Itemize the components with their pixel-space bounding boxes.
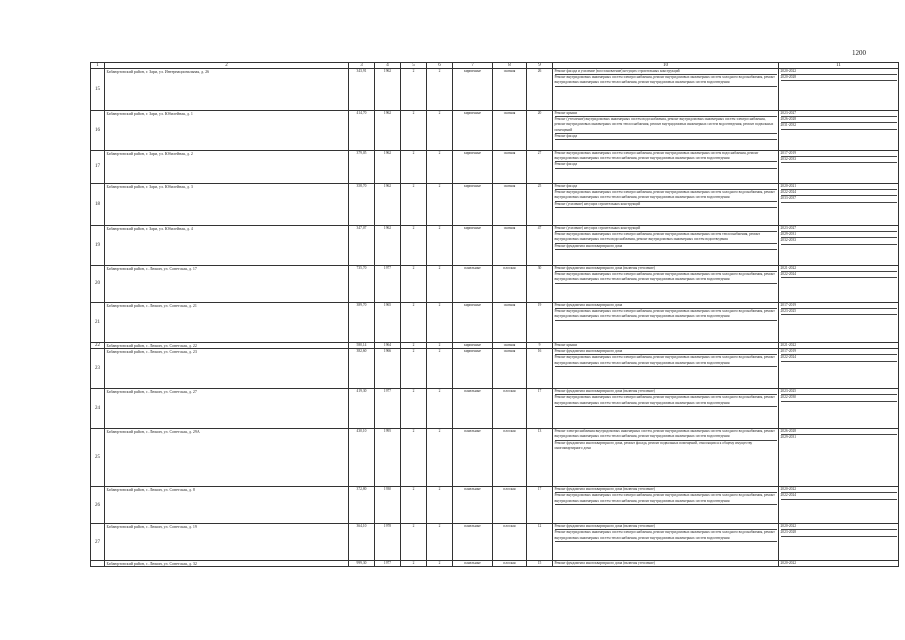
period-item: 2020-2028: [781, 75, 897, 81]
period-item: 2031-2032: [781, 123, 897, 129]
roof-type-cell: плоская: [493, 487, 527, 524]
period-cell: [779, 184, 899, 226]
roof-type-cell: плоская: [493, 561, 527, 567]
period-cell: [779, 429, 899, 487]
area-cell: 389,70: [349, 303, 375, 343]
wall-material-cell: кирпичные: [453, 69, 493, 111]
floors-cell: 2: [401, 343, 427, 349]
row-number: 20: [91, 266, 105, 303]
address-cell: Бабаюртовский район, г. Зари, ул. Юбилейная, д. 3: [105, 184, 349, 226]
work-item: Ремонт фундамента многоквартирного дома (включая утепление): [555, 389, 777, 395]
entrances-cell: 2: [427, 429, 453, 487]
table-row: [91, 429, 899, 487]
table-row: [91, 69, 899, 111]
work-item: Ремонт фундамента многоквартирного дома (включая утепление): [554, 561, 655, 566]
work-item: Ремонт внутридомовых инженерных систем электроснабжения, ремонт внутридомовых инженерных систем теплоснабжения, ремонт внутридомовых инженерных систем водоснабжения, ремонт внутридомовых инженерных систем водоотведения: [555, 232, 777, 243]
address-cell: Бабаюртовский район, г. Зари, ул. Юбилейная, д. 4: [105, 226, 349, 266]
area-cell: 358,70: [349, 184, 375, 226]
work-item: Ремонт внутридомовых инженерных систем электроснабжения, ремонт внутридомовых инженерных систем холодного водоснабжения, ремонт внутридомовых инженерных систем теплоснабжения, ремонт внутридомовых инженерных систем водоотведения: [555, 530, 777, 541]
period-item: 2022-2024: [781, 355, 897, 361]
entrances-cell: 2: [427, 303, 453, 343]
works-cell: [553, 349, 779, 389]
work-item: Ремонт фасада: [555, 162, 777, 168]
year-built-cell: 1930: [375, 487, 401, 524]
year-built-cell: 1965: [375, 303, 401, 343]
period-item: 2023-2027: [781, 111, 897, 117]
works-cell: [553, 184, 779, 226]
work-item: Ремонт внутридомовых инженерных систем электроснабжения, ремонт внутридомовых инженерных систем холодного водоснабжения, ремонт внутридомовых инженерных систем теплоснабжения, ремонт внутридомовых инженерных систем водоотведения: [555, 493, 777, 504]
row-number: 17: [91, 151, 105, 184]
work-item: Ремонт внутридомовых инженерных систем электроснабжения, ремонт внутридомовых инженерных систем водоснабжения, ремонт внутридомовых инженерных систем теплоснабжения, ремонт внутридомовых инженерных систем водоотведения: [555, 151, 777, 162]
period-item: 2029-2031: [780, 435, 797, 440]
flats-count-cell: 20: [527, 111, 553, 151]
works-cell: [553, 69, 779, 111]
row-number: 26: [91, 487, 105, 524]
column-number: 6: [427, 63, 453, 69]
period-item: 2023-2025: [781, 389, 897, 395]
column-number: 2: [105, 63, 349, 69]
work-item: Ремонт внутридомовых инженерных систем электроснабжения, ремонт внутридомовых инженерных систем холодного водоснабжения, ремонт внутридомовых инженерных систем теплоснабжения, ремонт внутридомовых инженерных систем водоотведения: [555, 190, 777, 201]
floors-cell: 2: [401, 303, 427, 343]
entrances-cell: 2: [427, 226, 453, 266]
wall-material-cell: кирпичные: [453, 303, 493, 343]
flats-count-cell: 15: [527, 561, 553, 567]
column-number: 9: [527, 63, 553, 69]
column-number: 8: [493, 63, 527, 69]
column-number: 1: [91, 63, 105, 69]
period-cell: [779, 349, 899, 389]
address-cell: Бабаюртовский район, г. Зари, ул. Юбилейная, д. 1: [105, 111, 349, 151]
page-number: 1200: [852, 49, 866, 57]
row-number: 18: [91, 184, 105, 226]
work-item: Ремонт фасада: [555, 134, 777, 140]
wall-material-cell: кирпичные: [453, 151, 493, 184]
column-number: 4: [375, 63, 401, 69]
period-item: 2032-2033: [781, 238, 897, 244]
flats-count-cell: 30: [527, 266, 553, 303]
period-cell: [779, 487, 899, 524]
period-cell: [779, 524, 899, 561]
year-built-cell: 1966: [375, 349, 401, 389]
year-built-cell: 1977: [375, 266, 401, 303]
work-item: Ремонт фундамента многоквартирного дома (включая утепление): [555, 524, 777, 530]
area-cell: 379,05: [349, 151, 375, 184]
roof-type-cell: скатная: [493, 69, 527, 111]
capital-repair-table: [90, 62, 899, 567]
flats-count-cell: 27: [527, 151, 553, 184]
wall-material-cell: кирпичные: [453, 184, 493, 226]
period-item: 2020-2022: [781, 69, 897, 75]
flats-count-cell: 19: [527, 303, 553, 343]
entrances-cell: 2: [427, 111, 453, 151]
area-cell: 419,30: [349, 389, 375, 429]
area-cell: 372,80: [349, 487, 375, 524]
work-item: Ремонт внутридомовых инженерных систем электроснабжения, ремонт внутридомовых инженерных систем холодного водоснабжения, ремонт внутридомовых инженерных систем теплоснабжения, ремонт внутридомовых инженерных систем водоотведения: [555, 75, 777, 86]
wall-material-cell: кирпичные: [453, 111, 493, 151]
work-item: Ремонт (усиление) несущих строительных конструкций: [555, 202, 777, 208]
column-number: 5: [401, 63, 427, 69]
period-cell: [779, 303, 899, 343]
period-item: 2017-2019: [781, 303, 897, 309]
area-cell: 580,14: [349, 343, 375, 349]
period-item: 2020-2022: [781, 487, 897, 493]
entrances-cell: 2: [427, 343, 453, 349]
area-cell: 343,91: [349, 69, 375, 111]
year-built-cell: 1962: [375, 226, 401, 266]
period-item: 2022-2024: [781, 190, 897, 196]
row-number: 24: [91, 389, 105, 429]
row-number: 27: [91, 524, 105, 561]
work-item: Ремонт внутридомовых инженерных систем электроснабжения, ремонт внутридомовых инженерных систем холодного водоснабжения, ремонт внутридомовых инженерных систем теплоснабжения, ремонт внутридомовых инженерных систем водоотведения: [555, 309, 777, 320]
entrances-cell: 2: [427, 184, 453, 226]
column-number: 7: [453, 63, 493, 69]
area-cell: 430,10: [349, 429, 375, 487]
entrances-cell: 2: [427, 266, 453, 303]
flats-count-cell: 47: [527, 226, 553, 266]
area-cell: 347,07: [349, 226, 375, 266]
period-item: 2032-2033: [781, 157, 897, 163]
row-number: 16: [91, 111, 105, 151]
work-item: Ремонт фасада: [555, 184, 777, 190]
works-cell: [553, 524, 779, 561]
address-cell: Бабаюртовский район, с. Люкин, ул. Советская, д. 19: [105, 524, 349, 561]
entrances-cell: 2: [427, 389, 453, 429]
work-item: Ремонт фундамента многоквартирного дома (включая утепление): [555, 266, 777, 272]
roof-type-cell: плоская: [493, 524, 527, 561]
works-cell: [553, 151, 779, 184]
entrances-cell: 2: [427, 524, 453, 561]
period-item: 2017-2019: [781, 151, 897, 157]
address-cell: Бабаюртовский район, г. Зари, ул. Юбилейная, д. 2: [105, 151, 349, 184]
period-item: 2017-2019: [781, 349, 897, 355]
row-number: [91, 561, 105, 567]
address-cell: Бабаюртовский район, г. Зари, ул. Интернациональная, д. 26: [105, 69, 349, 111]
period-cell: [779, 226, 899, 266]
flats-count-cell: 16: [527, 349, 553, 389]
year-built-cell: 1962: [375, 69, 401, 111]
row-number: 25: [91, 429, 105, 487]
table-row: [91, 303, 899, 343]
period-item: 2021-2022: [780, 343, 797, 347]
period-item: 2023-2025: [781, 309, 897, 315]
flats-count-cell: 25: [527, 184, 553, 226]
period-item: 2020-2022: [780, 561, 797, 566]
work-item: Ремонт внутридомовых инженерных систем электроснабжения, ремонт внутридомовых инженерных систем холодного водоснабжения, ремонт внутридомовых инженерных систем теплоснабжения, ремонт внутридомовых инженерных систем водоотведения: [555, 272, 777, 283]
year-built-cell: 1962: [375, 151, 401, 184]
wall-material-cell: панельные: [453, 487, 493, 524]
works-cell: [553, 561, 779, 567]
address-cell: Бабаюртовский район, с. Люкин, ул. Советская, д. 22: [105, 343, 349, 349]
table-row: [91, 184, 899, 226]
year-built-cell: 1977: [375, 389, 401, 429]
wall-material-cell: кирпичные: [453, 226, 493, 266]
table-row: [91, 266, 899, 303]
roof-type-cell: скатная: [493, 349, 527, 389]
period-item: 2029-2031: [781, 232, 897, 238]
floors-cell: 2: [401, 184, 427, 226]
row-number: 15: [91, 69, 105, 111]
period-item: 2023-2028: [781, 530, 897, 536]
work-item: Ремонт фундамента многоквартирного дома: [555, 349, 777, 355]
year-built-cell: 1962: [375, 111, 401, 151]
floors-cell: 2: [401, 226, 427, 266]
area-cell: 382,60: [349, 349, 375, 389]
period-item: 2023-2027: [781, 226, 897, 232]
flats-count-cell: 12: [527, 524, 553, 561]
year-built-cell: 1977: [375, 561, 401, 567]
table-row: [91, 561, 899, 567]
work-item: Ремонт крыши: [554, 343, 578, 347]
wall-material-cell: панельные: [453, 429, 493, 487]
work-item: Ремонт электроснабжения внутридомовых инженерных систем, ремонт внутридомовых инженерных систем холодного водоснабжения, ремонт внутридомовых инженерных систем теплоснабжения, ремонт внутридомовых инженерных систем водоотведения: [555, 429, 777, 440]
period-cell: [779, 266, 899, 303]
entrances-cell: 2: [427, 69, 453, 111]
wall-material-cell: кирпичные: [453, 349, 493, 389]
works-cell: [553, 429, 779, 487]
work-item: Ремонт крыши: [555, 111, 777, 117]
roof-type-cell: скатная: [493, 151, 527, 184]
period-item: 2026-2028: [781, 429, 897, 435]
works-cell: [553, 303, 779, 343]
works-cell: [553, 226, 779, 266]
table-row: [91, 349, 899, 389]
period-item: 2022-2024: [781, 493, 897, 499]
floors-cell: 2: [401, 111, 427, 151]
period-cell: [779, 389, 899, 429]
floors-cell: 2: [401, 266, 427, 303]
address-cell: Бабаюртовский район, с. Люкин, ул. Советская, д. 29А: [105, 429, 349, 487]
flats-count-cell: 17: [527, 487, 553, 524]
table-row: [91, 389, 899, 429]
column-number: 11: [779, 63, 899, 69]
works-cell: [553, 487, 779, 524]
period-cell: [779, 111, 899, 151]
period-item: 2022-2030: [781, 395, 897, 401]
entrances-cell: 2: [427, 151, 453, 184]
address-cell: Бабаюртовский район, с. Люкин, ул. Советская, д. 32: [105, 561, 349, 567]
roof-type-cell: плоская: [493, 429, 527, 487]
address-cell: Бабаюртовский район, с. Люкин, ул. Советская, д. 17: [105, 266, 349, 303]
wall-material-cell: панельные: [453, 266, 493, 303]
work-item: Ремонт фасада и усиление (восстановление) несущих строительных конструкций: [555, 69, 777, 75]
floors-cell: 2: [401, 561, 427, 567]
work-item: Ремонт внутридомовых инженерных систем электроснабжения, ремонт внутридомовых инженерных систем холодного водоснабжения, ремонт внутридомовых инженерных систем теплоснабжения, ремонт внутридомовых инженерных систем водоотведения: [555, 395, 777, 406]
floors-cell: 2: [401, 429, 427, 487]
floors-cell: 2: [401, 151, 427, 184]
work-item: Ремонт фундамента многоквартирного дома: [555, 244, 777, 250]
floors-cell: 2: [401, 349, 427, 389]
entrances-cell: 2: [427, 487, 453, 524]
column-number: 10: [553, 63, 779, 69]
year-built-cell: 1995: [375, 429, 401, 487]
address-cell: Бабаюртовский район, с. Люкин, ул. Советская, д. 27: [105, 389, 349, 429]
period-cell: [779, 69, 899, 111]
roof-type-cell: плоская: [493, 266, 527, 303]
period-item: 2033-2037: [781, 196, 897, 202]
row-number: 22: [91, 343, 105, 349]
flats-count-cell: 13: [527, 429, 553, 487]
period-item: 2020-2021: [781, 184, 897, 190]
flats-count-cell: 9: [527, 343, 553, 349]
year-built-cell: 1964: [375, 343, 401, 349]
work-item: Ремонт внутридомовых инженерных систем электроснабжения, ремонт внутридомовых инженерных систем холодного водоснабжения, ремонт внутридомовых инженерных систем теплоснабжения, ремонт внутридомовых инженерных систем водоотведения: [555, 355, 777, 366]
row-number: 19: [91, 226, 105, 266]
work-item: Ремонт (усиление) несущих строительных конструкций: [555, 226, 777, 232]
wall-material-cell: панельные: [453, 389, 493, 429]
address-cell: Бабаюртовский район, с. Люкин, ул. Советская, д. 21: [105, 303, 349, 343]
area-cell: 999,30: [349, 561, 375, 567]
period-item: 2021-2022: [781, 266, 897, 272]
address-cell: Бабаюртовский район, с. Люкин, ул. Советская, д. 23: [105, 349, 349, 389]
floors-cell: 2: [401, 69, 427, 111]
area-cell: 414,70: [349, 111, 375, 151]
period-item: 2022-2024: [781, 272, 897, 278]
row-number: 21: [91, 303, 105, 343]
wall-material-cell: панельные: [453, 561, 493, 567]
roof-type-cell: скатная: [493, 343, 527, 349]
work-item: Ремонт фундамента многоквартирного дома, ремонт фасада, ремонт подвальных помещений, относящихся к общему имуществу многоквартирного дома: [554, 440, 753, 450]
year-built-cell: 1978: [375, 524, 401, 561]
flats-count-cell: 26: [527, 69, 553, 111]
address-cell: Бабаюртовский район, с. Люкин, ул. Советская, д. 8: [105, 487, 349, 524]
column-number: 3: [349, 63, 375, 69]
wall-material-cell: панельные: [453, 524, 493, 561]
work-item: Ремонт (утепление) внутридомовых инженерных систем водоснабжения, ремонт внутридомовых инженерных систем электроснабжения, ремонт внутридомовых инженерных систем теплоснабжения, ремонт внутридомовых инженерных систем водоотведения, ремонт подвальных помещений: [555, 117, 777, 134]
period-item: 2026-2028: [781, 117, 897, 123]
roof-type-cell: скатная: [493, 303, 527, 343]
period-cell: [779, 561, 899, 567]
works-cell: [553, 111, 779, 151]
work-item: Ремонт фундамента многоквартирного дома: [555, 303, 777, 309]
table-row: [91, 524, 899, 561]
area-cell: 735,70: [349, 266, 375, 303]
row-number: 23: [91, 349, 105, 389]
work-item: Ремонт фундамента многоквартирного дома (включая утепление): [555, 487, 777, 493]
period-item: 2020-2022: [781, 524, 897, 530]
area-cell: 364,10: [349, 524, 375, 561]
table-row: [91, 151, 899, 184]
year-built-cell: 1962: [375, 184, 401, 226]
flats-count-cell: 17: [527, 389, 553, 429]
wall-material-cell: кирпичные: [453, 343, 493, 349]
roof-type-cell: скатная: [493, 226, 527, 266]
roof-type-cell: скатная: [493, 111, 527, 151]
table-row: [91, 226, 899, 266]
period-cell: [779, 151, 899, 184]
floors-cell: 2: [401, 487, 427, 524]
table-row: [91, 111, 899, 151]
works-cell: [553, 266, 779, 303]
works-cell: [553, 389, 779, 429]
entrances-cell: 2: [427, 349, 453, 389]
floors-cell: 2: [401, 524, 427, 561]
roof-type-cell: плоская: [493, 389, 527, 429]
entrances-cell: 2: [427, 561, 453, 567]
roof-type-cell: скатная: [493, 184, 527, 226]
floors-cell: 2: [401, 389, 427, 429]
table-row: [91, 487, 899, 524]
